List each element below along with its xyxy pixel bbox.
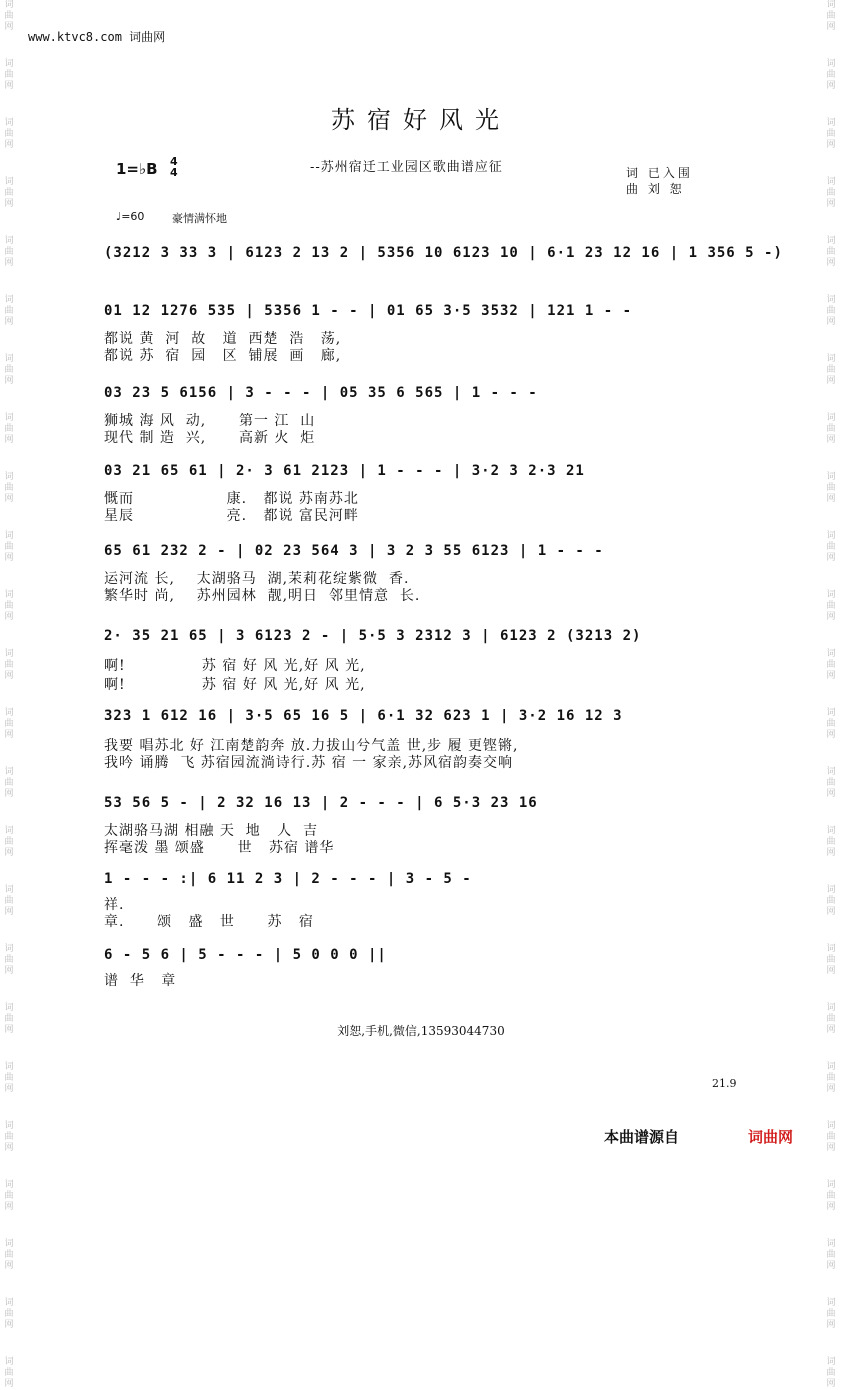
lyric-verse-2: 啊! 苏 宿 好 风 光,好 风 光, [104, 677, 366, 693]
lyric-verse-2: 章. 颂 盛 世 苏 宿 [104, 914, 314, 930]
watermark-glyphs: 词 曲 网 [4, 354, 14, 386]
watermark-glyphs: 词 曲 网 [4, 177, 14, 209]
lyric-verse-2: 繁华时 尚, 苏州园林 靓,明日 邻里情意 长. [104, 588, 421, 604]
source-label: 本曲谱源自 [604, 1128, 680, 1146]
watermark-glyphs: 词 曲 网 [826, 59, 836, 91]
watermark-glyphs: 词 曲 网 [826, 944, 836, 976]
watermark-glyphs: 词 曲 网 [826, 1298, 836, 1330]
notation-line: 53 56 5 - | 2 32 16 13 | 2 - - - | 6 5·3 23 16 [104, 795, 538, 811]
lyric-verse-1: 谱 华 章 [104, 973, 177, 989]
notation-line: 01 12 1276 535 | 5356 1 - - | 01 65 3·5 3532 | 121 1 - - [104, 303, 633, 319]
watermark-glyphs: 词 曲 网 [4, 295, 14, 327]
lyric-verse-2: 都说 苏 宿 园 区 铺展 画 廊, [104, 348, 342, 364]
watermark-glyphs: 词 曲 网 [826, 1180, 836, 1212]
watermark-glyphs: 词 曲 网 [826, 708, 836, 740]
watermark-glyphs: 词 曲 网 [826, 885, 836, 917]
watermark-glyphs: 词 曲 网 [826, 1121, 836, 1153]
score-row [104, 703, 742, 771]
watermark-glyphs: 词 曲 网 [4, 885, 14, 917]
watermark-glyphs: 词 曲 网 [826, 826, 836, 858]
watermark-glyphs: 词 曲 网 [4, 1121, 14, 1153]
time-signature-top: 4 [170, 155, 178, 168]
watermark-glyphs: 词 曲 网 [826, 1357, 836, 1389]
notation-line: 1 - - - :| 6 11 2 3 | 2 - - - | 3 - 5 - [104, 871, 472, 887]
watermark-glyphs: 词 曲 网 [4, 0, 14, 32]
lyric-verse-2: 星辰 亮. 都说 富民河畔 [104, 508, 359, 524]
watermark-glyphs: 词 曲 网 [4, 118, 14, 150]
watermark-glyphs: 词 曲 网 [4, 1003, 14, 1035]
watermark-glyphs: 词 曲 网 [4, 1298, 14, 1330]
song-title: 苏宿好风光 [331, 106, 511, 134]
lyric-verse-1: 啊! 苏 宿 好 风 光,好 风 光, [104, 658, 366, 674]
watermark-glyphs: 词 曲 网 [4, 59, 14, 91]
time-signature [170, 156, 178, 178]
lyric-verse-2: 挥毫泼 墨 颂盛 世 苏宿 谱华 [104, 840, 335, 856]
notation-line: (3212 3 33 3 | 6123 2 13 2 | 5356 10 6123 10 | 6·1 23 12 16 | 1 356 5 -) [104, 245, 783, 261]
watermark-glyphs: 词 曲 网 [826, 413, 836, 445]
watermark-glyphs: 词 曲 网 [4, 472, 14, 504]
lyricist-credit: 词 已入围 [626, 166, 693, 180]
watermark-glyphs: 词 曲 网 [826, 590, 836, 622]
score-row [104, 538, 742, 604]
expression-marking: 豪情满怀地 [172, 212, 227, 225]
watermark-glyphs: 词 曲 网 [826, 118, 836, 150]
composer-credit: 曲 刘 恕 [626, 182, 685, 196]
lyric-verse-1: 狮城 海 风 动, 第一 江 山 [104, 413, 316, 429]
watermark-glyphs: 词 曲 网 [4, 708, 14, 740]
notation-line: 6 - 5 6 | 5 - - - | 5 0 0 0 || [104, 947, 387, 963]
lyric-verse-1: 我要 唱苏北 好 江南楚韵奔 放.力拔山兮气盖 世,步 履 更铿锵, [104, 738, 519, 754]
notation-line: 03 23 5 6156 | 3 - - - | 05 35 6 565 | 1 - - - [104, 385, 538, 401]
watermark-glyphs: 词 曲 网 [4, 649, 14, 681]
watermark-glyphs: 词 曲 网 [826, 236, 836, 268]
watermark-glyphs: 词 曲 网 [4, 944, 14, 976]
watermark-glyphs: 词 曲 网 [4, 1180, 14, 1212]
lyric-verse-2: 现代 制 造 兴, 高新 火 炬 [104, 430, 316, 446]
score-row [104, 298, 742, 364]
watermark-glyphs: 词 曲 网 [4, 826, 14, 858]
lyric-verse-1: 太湖骆马湖 相融 天 地 人 吉 [104, 823, 319, 839]
watermark-glyphs: 词 曲 网 [826, 531, 836, 563]
score-row [104, 942, 742, 989]
watermark-glyphs: 词 曲 网 [826, 295, 836, 327]
watermark-glyphs: 词 曲 网 [4, 1062, 14, 1094]
right-watermark [824, 0, 838, 1389]
score-row [104, 458, 742, 524]
lyric-verse-1: 慨而 康. 都说 苏南苏北 [104, 491, 359, 507]
watermark-glyphs: 词 曲 网 [826, 767, 836, 799]
watermark-glyphs: 词 曲 网 [4, 1239, 14, 1271]
contact-info: 刘恕,手机,微信,13593044730 [337, 1024, 505, 1038]
key-signature: 1=♭B [116, 160, 158, 178]
left-watermark [2, 0, 16, 1389]
notation-line: 323 1 612 16 | 3·5 65 16 5 | 6·1 32 623 1 | 3·2 16 12 3 [104, 708, 623, 724]
notation-line: 2· 35 21 65 | 3 6123 2 - | 5·5 3 2312 3 | 6123 2 (3213 2) [104, 628, 642, 644]
brand-logo[interactable]: 词曲网 [748, 1128, 794, 1146]
watermark-glyphs: 词 曲 网 [4, 413, 14, 445]
score-row [104, 240, 783, 266]
watermark-glyphs: 词 曲 网 [4, 590, 14, 622]
watermark-glyphs: 词 曲 网 [4, 531, 14, 563]
watermark-glyphs: 词 曲 网 [4, 767, 14, 799]
watermark-glyphs: 词 曲 网 [826, 1239, 836, 1271]
site-url[interactable]: www.ktvc8.com 词曲网 [28, 30, 166, 44]
watermark-glyphs: 词 曲 网 [826, 1003, 836, 1035]
time-signature-bottom: 4 [170, 166, 178, 179]
score-row [104, 623, 742, 693]
score-row [104, 380, 742, 446]
song-subtitle: --苏州宿迁工业园区歌曲谱应征 [310, 160, 503, 175]
lyric-verse-1: 运河流 长, 太湖骆马 湖,茉莉花绽紫微 香. [104, 571, 410, 587]
notation-line: 03 21 65 61 | 2· 3 61 2123 | 1 - - - | 3·2 3 2·3 21 [104, 463, 585, 479]
lyric-verse-2: 我吟 诵腾 飞 苏宿园流淌诗行.苏 宿 一 家亲,苏风宿韵奏交响 [104, 755, 514, 771]
watermark-glyphs: 词 曲 网 [4, 1357, 14, 1389]
watermark-glyphs: 词 曲 网 [826, 472, 836, 504]
watermark-glyphs: 词 曲 网 [826, 0, 836, 32]
watermark-glyphs: 词 曲 网 [4, 236, 14, 268]
lyric-verse-1: 都说 黄 河 故 道 西楚 浩 荡, [104, 331, 342, 347]
watermark-glyphs: 词 曲 网 [826, 1062, 836, 1094]
tempo-marking: ♩=60 [116, 210, 145, 223]
notation-line: 65 61 232 2 - | 02 23 564 3 | 3 2 3 55 6123 | 1 - - - [104, 543, 604, 559]
watermark-glyphs: 词 曲 网 [826, 649, 836, 681]
score-row [104, 790, 742, 856]
watermark-glyphs: 词 曲 网 [826, 354, 836, 386]
watermark-glyphs: 词 曲 网 [826, 177, 836, 209]
lyric-verse-1: 祥. [104, 897, 125, 913]
score-row [104, 866, 742, 930]
date-mark: 21.9 [712, 1077, 737, 1090]
